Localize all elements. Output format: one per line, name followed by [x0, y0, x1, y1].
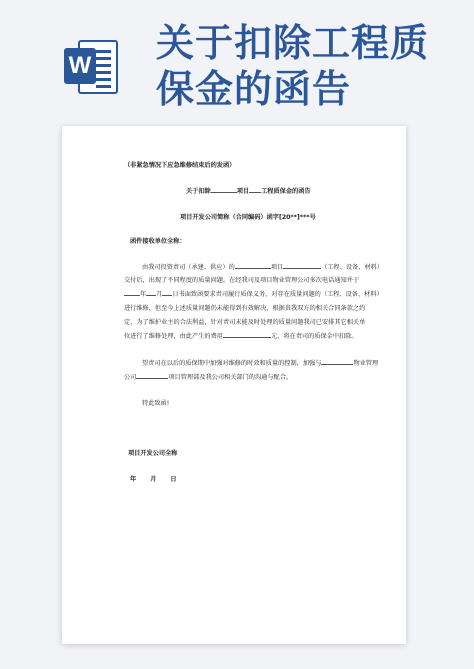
document-paper	[62, 126, 406, 644]
doc-subject: 关于扣除 项目 工程质保金的函告	[186, 188, 311, 195]
doc-body-line-2: 交付后，出现了不同程度的质量问题。在经我司及项目物业管理公司多次电话通知并于	[124, 277, 360, 284]
doc-signature: 项目开发公司全称	[128, 450, 178, 457]
doc-body-line-3: 年 月 日书面致函要求责司履行质保义务，对存在质量问题的（工程、设备、材料）	[124, 289, 383, 298]
page-title: 关于扣除工程质保金的函告	[156, 20, 430, 111]
doc-hope-line-1: 望责司在以后的质保期中加强对维修的时效和质量的控制，加强与 物业管理	[142, 360, 379, 367]
doc-date: 年 月 日	[130, 476, 177, 483]
doc-body-line-5: 定，为了维护业主的合法利益，针对责司未能及时处理的质量问题我司已安排其它相关单	[124, 319, 366, 326]
document-body	[62, 126, 406, 644]
doc-body-line-1: 由我司投资责司（承建、供应）的 项目 （工程、设备、材料）	[142, 264, 384, 271]
doc-ref-line: 项目开发公司简称（合同编码）函字[20**]***号	[180, 214, 316, 221]
word-badge: W	[64, 48, 96, 84]
doc-note: （非紧急情况下应急维修结束后的发函）	[124, 162, 236, 169]
doc-hope-line-2: 公司 项目管理部及我公司相关部门的沟通与配合。	[124, 374, 293, 381]
doc-body-line-4: 进行维修，但至今上述质量问题仍未能得到有效解决，根据贵我双方的相关合同条款之约	[124, 305, 366, 312]
word-icon	[64, 36, 120, 98]
doc-recipient: 函件接收单位全称：	[130, 238, 186, 245]
header-banner	[0, 0, 474, 120]
doc-closing: 特此致函!	[142, 400, 170, 407]
doc-body-line-6: 位进行了维修处理，由此产生的费用 元，将在责司的质保金中扣除。	[124, 333, 358, 340]
